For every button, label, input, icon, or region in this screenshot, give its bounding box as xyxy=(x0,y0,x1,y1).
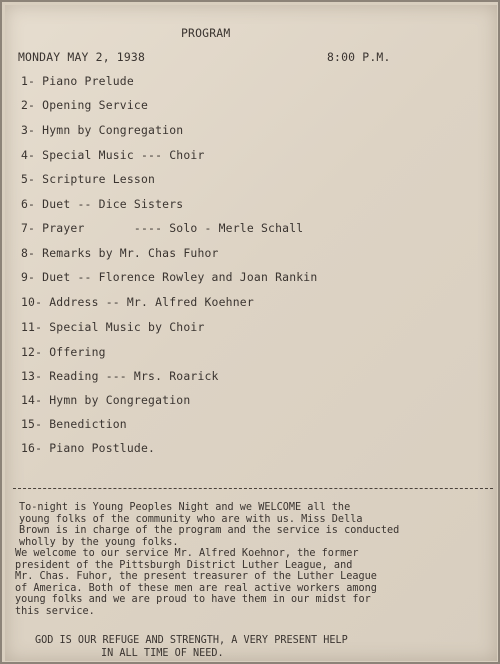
program-item: 1- Piano Prelude xyxy=(21,74,134,88)
program-item: 11- Special Music by Choir xyxy=(21,320,205,334)
note-line: president of the Pittsburgh District Luther League, and xyxy=(15,559,353,571)
program-time: 8:00 P.M. xyxy=(327,50,391,64)
program-title: PROGRAM xyxy=(181,26,231,40)
program-item: 9- Duet -- Florence Rowley and Joan Rankin xyxy=(21,270,318,284)
closing-line: IN ALL TIME OF NEED. xyxy=(101,648,224,659)
program-item: 4- Special Music --- Choir xyxy=(21,148,205,162)
note-line: young folks and we are proud to have them in our midst for xyxy=(15,594,371,605)
program-item: 13- Reading --- Mrs. Roarick xyxy=(21,369,219,383)
program-item: 12- Offering xyxy=(21,345,106,359)
note-line: Mr. Chas. Fuhor, the present treasurer of the Luther League xyxy=(15,571,377,582)
dashed-divider xyxy=(13,488,493,489)
guests-paragraph xyxy=(15,548,377,617)
program-sheet xyxy=(5,5,497,661)
note-line: We welcome to our service Mr. Alfred Koehnor, the former xyxy=(15,548,359,559)
note-line: of America. Both of these men are real active workers among xyxy=(15,582,377,594)
program-item: 2- Opening Service xyxy=(21,98,149,112)
welcome-paragraph xyxy=(19,502,399,548)
note-line: young folks of the community who are with us. Miss Della xyxy=(19,513,363,525)
note-line: To-night is Young Peoples Night and we WELCOME all the xyxy=(19,502,351,513)
closing-line: GOD IS OUR REFUGE AND STRENGTH, A VERY PRESENT HELP xyxy=(35,635,348,646)
program-item: 7- Prayer ---- Solo - Merle Schall xyxy=(21,221,304,235)
program-item: 15- Benediction xyxy=(21,417,127,431)
program-item: 10- Address -- Mr. Alfred Koehner xyxy=(21,295,254,309)
program-item: 3- Hymn by Congregation xyxy=(21,123,184,137)
program-item: 8- Remarks by Mr. Chas Fuhor xyxy=(21,246,219,260)
program-item: 5- Scripture Lesson xyxy=(21,172,156,186)
program-item: 6- Duet -- Dice Sisters xyxy=(21,197,184,211)
note-line: wholly by the young folks. xyxy=(19,536,179,548)
program-date: MONDAY MAY 2, 1938 xyxy=(18,50,146,64)
note-line: Brown is in charge of the program and the service is conducted xyxy=(19,525,400,536)
program-item: 16- Piano Postlude. xyxy=(21,441,156,455)
note-line: this service. xyxy=(15,605,95,617)
program-item: 14- Hymn by Congregation xyxy=(21,393,191,407)
